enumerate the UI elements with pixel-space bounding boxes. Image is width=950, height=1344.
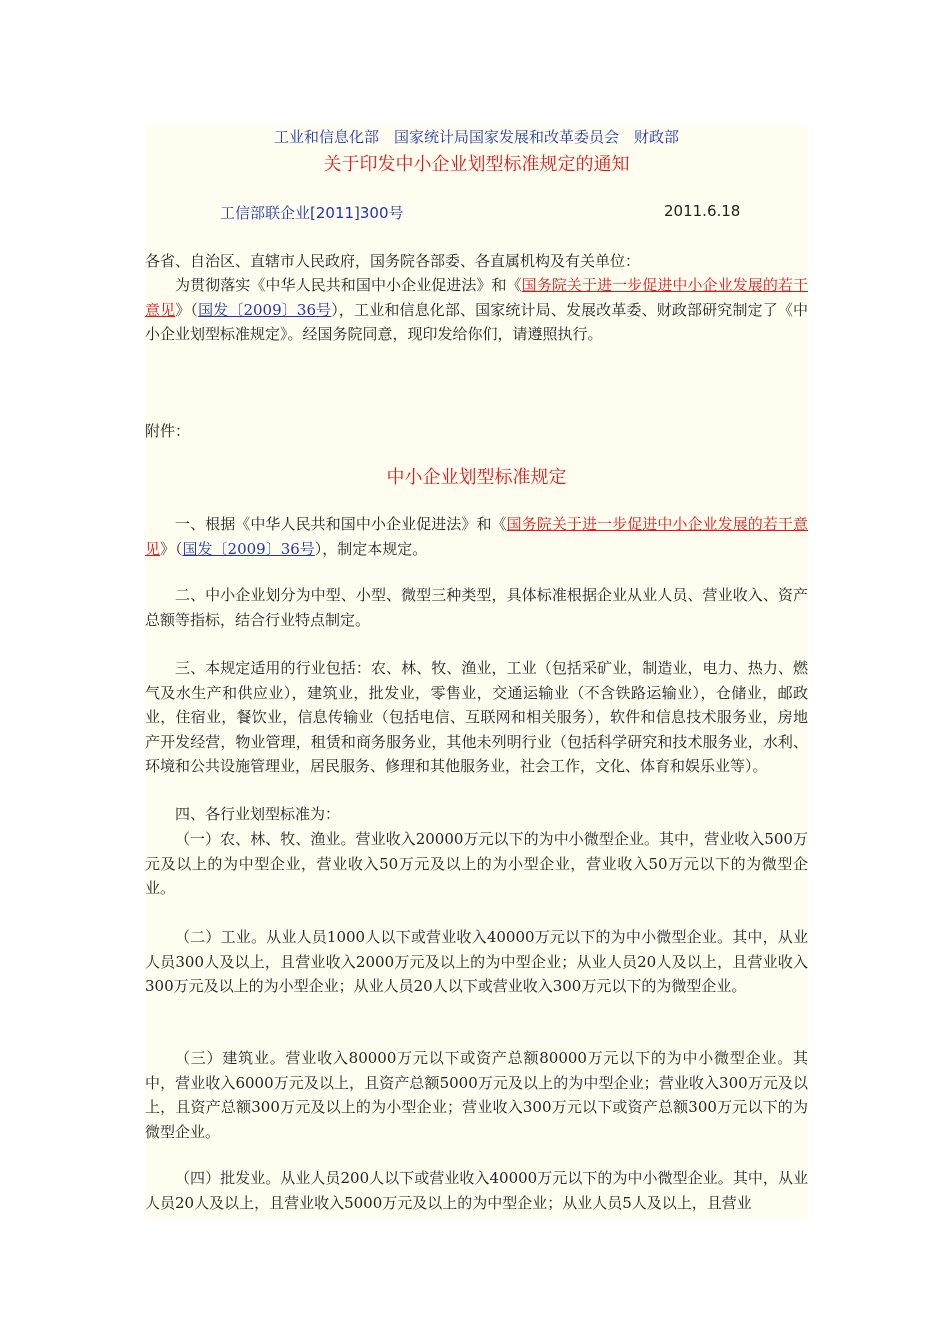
section-1-pre: 一、根据《中华人民共和国中小企业促进法》和《 [175, 515, 507, 533]
regulation-title: 中小企业划型标准规定 [386, 467, 567, 488]
section-4-wholesale: （四）批发业。从业人员200人以下或营业收入40000万元以下的为中小微型企业。其中，从业人员20人及以上，且营业收入5000万元及以上的为中型企业；从业人员5人及以上，且营业 [145, 1169, 808, 1212]
document-number: 工信部联企业[2011]300号 [220, 204, 404, 222]
notice-body [145, 273, 808, 347]
section-3: 三、本规定适用的行业包括：农、林、牧、渔业，工业（包括采矿业，制造业，电力、热力、燃气及水生产和供应业），建筑业，批发业，零售业，交通运输业（不含铁路运输业），仓储业，邮政业，住宿业，餐饮业，信息传输业（包括电信、互联网和相关服务），软件和信息技术服务业，房地产开发经营，物业管理，租赁和商务服务业，其他未列明行业（包括科学研究和技术服务业，水利、环境和公共设施管理业，居民服务、修理和其他服务业，社会工作，文化、体育和娱乐业等）。 [145, 659, 808, 775]
notice-body-mid: 》（ [175, 300, 199, 319]
section-1-post: ），制定本规定。 [314, 539, 428, 558]
section-1-policy-link[interactable]: 国务院关于进一步促进中小企业发展的若干意见 [145, 515, 808, 558]
section-1-mid: 》（ [160, 539, 183, 558]
notice-body-post: ），工业和信息化部、国家统计局、发展改革委、财政部研究制定了《中小企业划型标准规定》。经国务院同意，现印发给你们，请遵照执行。 [145, 300, 808, 343]
guofa-2009-36-link[interactable]: 国发〔2009〕36号 [198, 300, 332, 319]
section-1 [145, 512, 808, 561]
policy-opinion-link[interactable]: 国务院关于进一步促进中小企业发展的若干意见 [145, 276, 808, 319]
notice-body-pre: 为贯彻落实《中华人民共和国中小企业促进法》和《 [175, 276, 522, 294]
addressees: 各省、自治区、直辖市人民政府，国务院各部委、各直属机构及有关单位： [145, 252, 641, 270]
section-4-industry: （二）工业。从业人员1000人以下或营业收入40000万元以下的为中小微型企业。其中，从业人员300人及以上，且营业收入2000万元及以上的为中型企业；从业人员20人及以上，且营业收入300万元及以上的为小型企业；从业人员20人以下或营业收入300万元以下的为微型企业。 [145, 928, 808, 995]
section-1-guofa-link[interactable]: 国发〔2009〕36号 [182, 539, 315, 558]
document-date: 2011.6.18 [664, 202, 741, 220]
section-4-construction: （三）建筑业。营业收入80000万元以下或资产总额80000万元以下的为中小微型企业。其中，营业收入6000万元及以上，且资产总额5000万元及以上的为中型企业；营业收入300万元及以上，且资产总额300万元及以上的为小型企业；营业收入300万元以下或资产总额300万元以下的为微型企业。 [145, 1049, 808, 1141]
section-4-heading: 四、各行业划型标准为： [175, 805, 341, 823]
issuers-line: 工业和信息化部 国家统计局国家发展和改革委员会 财政部 [273, 128, 679, 146]
attachment-label: 附件： [145, 422, 191, 440]
notice-title: 关于印发中小企业划型标准规定的通知 [323, 154, 630, 175]
section-2: 二、中小企业划分为中型、小型、微型三种类型，具体标准根据企业从业人员、营业收入、资产总额等指标，结合行业特点制定。 [145, 586, 808, 629]
section-4-agriculture: （一）农、林、牧、渔业。营业收入20000万元以下的为中小微型企业。其中，营业收入500万元及以上的为中型企业，营业收入50万元及以上的为小型企业，营业收入50万元以下的为微型企业。 [145, 830, 808, 897]
